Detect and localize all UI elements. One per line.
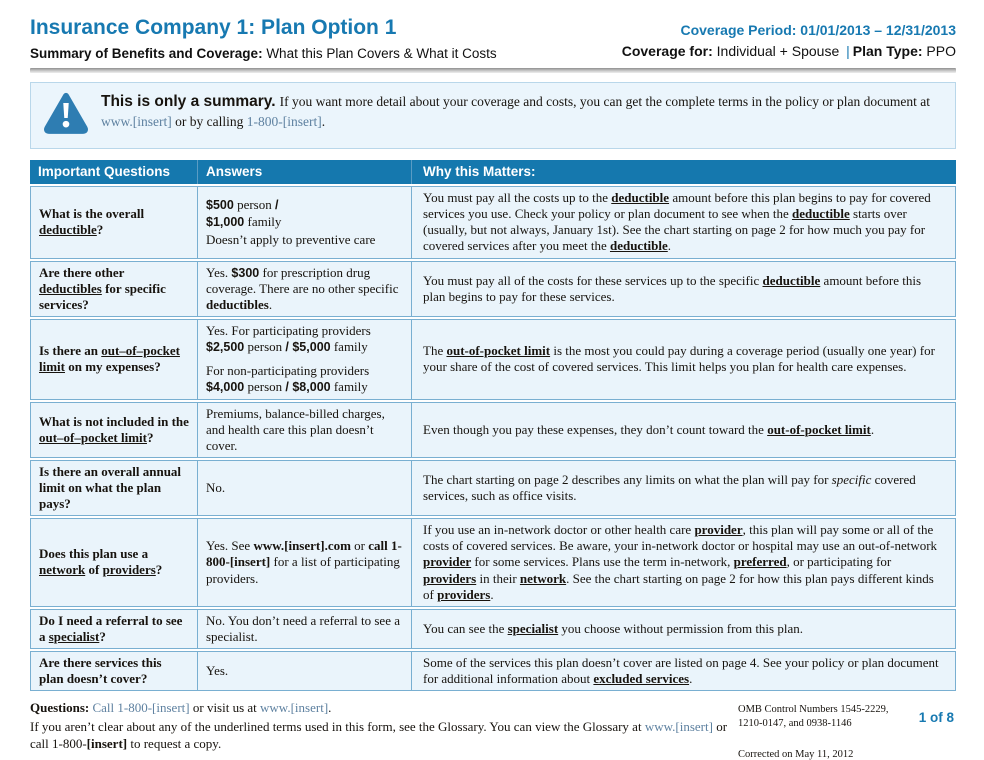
header-left [30, 12, 497, 61]
glossary-term[interactable]: specialist [48, 628, 100, 644]
text-run: . [667, 238, 672, 254]
text-run: [insert] [86, 736, 128, 752]
omb-line-2: 1210-0147, and 0938-1146 [738, 718, 852, 730]
glossary-term[interactable]: out–of–pocket limit [39, 429, 147, 445]
text-run: in their [476, 570, 520, 586]
text-run: . [268, 297, 273, 313]
text-run: specific [831, 471, 872, 487]
column-header-answers: Answers [198, 160, 412, 184]
table-body [30, 186, 956, 691]
text-run: No. [206, 479, 226, 495]
text-run: Premiums, balance-billed charges, and health care this plan doesn’t cover. [206, 405, 385, 453]
text-run: ? [96, 222, 104, 238]
text-run: Doesn’t apply to preventive care [206, 231, 376, 247]
inline-link[interactable]: www.[insert] [101, 114, 172, 130]
question-cell [30, 518, 198, 607]
separator-pipe: | [846, 43, 850, 59]
glossary-term[interactable]: deductible [39, 222, 97, 238]
text-run: $5,000 [292, 340, 331, 355]
glossary-term[interactable]: deductible [762, 272, 821, 288]
glossary-term[interactable]: provider [694, 522, 743, 538]
text-run: Are there other [39, 264, 125, 280]
text-run: deductibles [206, 297, 269, 313]
question-cell [30, 460, 198, 516]
text-run: Is there an overall annual limit on what the plan pays? [39, 463, 182, 512]
text-run: For non-participating providers [206, 362, 370, 378]
footer-questions-text [30, 699, 730, 759]
text-run: , this plan will pay some or all of the costs of covered services. Be aware, your in-network doctor or hospital may use an out-of-network [423, 522, 938, 554]
text-run: or call 1-800- [30, 718, 728, 752]
coverage-for-value: Individual + Spouse [712, 43, 844, 59]
page-subtitle [30, 46, 497, 61]
coverage-for-label: Coverage for: [621, 43, 713, 59]
glossary-term[interactable]: network [39, 562, 86, 578]
inline-link[interactable]: 1-800-[insert] [246, 114, 322, 130]
text-run: Are there services this plan doesn’t cover? [39, 654, 162, 687]
text-run: of [85, 562, 103, 578]
why-this-matters-cell [412, 319, 956, 399]
glossary-term[interactable]: out–of–pocket limit [39, 343, 180, 375]
important-questions-table [30, 158, 956, 693]
subtitle-text: What this Plan Covers & What it Costs [262, 46, 497, 62]
text-run: or [350, 538, 369, 554]
glossary-term[interactable]: deductible [611, 190, 670, 206]
glossary-term[interactable]: providers [102, 562, 156, 578]
text-run: , or participating for [786, 554, 892, 570]
glossary-term[interactable]: network [519, 570, 567, 586]
text-run: Does this plan use a [39, 546, 149, 562]
footer-right [730, 699, 956, 759]
subtitle-label: Summary of Benefits and Coverage: [30, 46, 263, 62]
omb-line-1: OMB Control Numbers 1545-2229, [738, 704, 889, 716]
why-this-matters-cell [412, 186, 956, 258]
glossary-term[interactable]: provider [423, 554, 472, 570]
plan-type-value: PPO [922, 43, 956, 59]
question-cell [30, 319, 198, 399]
answer-cell [198, 186, 412, 258]
text-run: $1,000 [206, 215, 245, 230]
table-row [30, 261, 956, 318]
text-run: or by calling [171, 114, 247, 130]
text-run: What is not included in the [39, 413, 189, 429]
glossary-term[interactable]: deductible [609, 238, 668, 254]
text-run: . [870, 421, 875, 437]
why-this-matters-cell [412, 609, 956, 649]
plan-type-label: Plan Type: [852, 43, 923, 59]
table-row [30, 319, 956, 399]
inline-link[interactable]: www.[insert] [260, 700, 329, 716]
glossary-term[interactable]: providers [437, 586, 491, 602]
glossary-term[interactable]: deductibles [39, 280, 102, 296]
callout-lead: This is only a summary. [101, 93, 276, 111]
text-run: Questions: [30, 700, 93, 716]
why-this-matters-cell [412, 402, 956, 458]
text-run: you choose without permission from this plan. [558, 620, 803, 636]
answer-cell [198, 460, 412, 516]
text-run: Some of the services this plan doesn’t cover are listed on page 4. See your policy or plan document for additional information about [423, 654, 939, 687]
text-run: You can see the [423, 620, 508, 636]
inline-link[interactable]: Call 1-800-[insert] [92, 700, 190, 716]
text-run: www.[insert].com [253, 538, 351, 554]
text-run: No. You don’t need a referral to see a specialist. [206, 612, 400, 644]
text-run: Is there an [39, 343, 102, 359]
text-run: . [321, 114, 326, 130]
text-run: person [233, 196, 275, 212]
text-run: family [244, 214, 282, 230]
glossary-term[interactable]: providers [423, 570, 477, 586]
text-run: family [330, 379, 368, 395]
document-footer [30, 699, 956, 759]
text-run: ? [99, 628, 106, 644]
text-run: call 1-800-[insert] [206, 538, 402, 570]
text-run: / [285, 380, 293, 395]
text-run: Yes. See [206, 538, 254, 554]
text-run: You must pay all of the costs for these services up to the specific [423, 272, 763, 288]
text-run: or visit us at [189, 700, 261, 716]
answer-cell [198, 609, 412, 649]
text-run: $300 [231, 265, 260, 280]
table-row [30, 460, 956, 516]
text-run: ? [155, 562, 163, 578]
answer-cell [198, 651, 412, 691]
answer-cell [198, 402, 412, 458]
answer-cell [198, 518, 412, 607]
glossary-term[interactable]: preferred [733, 554, 787, 570]
text-run: . [689, 671, 693, 687]
text-run: $4,000 [206, 380, 245, 395]
text-run: Even though you pay these expenses, they don’t count toward the [423, 421, 768, 437]
glossary-term[interactable]: deductible [791, 206, 850, 222]
text-run: $8,000 [292, 380, 331, 395]
text-run: Do I need a referral to see a [39, 612, 183, 644]
question-cell [30, 402, 198, 458]
text-run: to request a copy. [127, 736, 222, 752]
text-run: . See the chart starting on page 2 for how this plan pays different kinds of [423, 570, 934, 602]
inline-link[interactable]: www.[insert] [644, 718, 713, 734]
text-run: $2,500 [206, 340, 245, 355]
text-run: Yes. [206, 662, 229, 678]
table-row [30, 402, 956, 458]
text-run: Yes. [206, 264, 232, 280]
text-run: person [244, 339, 286, 355]
paragraph-gap [206, 356, 403, 363]
question-cell [30, 186, 198, 258]
why-this-matters-cell [412, 460, 956, 516]
text-run: If you want more detail about your coverage and costs, you can get the complete terms in the policy or plan document at [279, 94, 931, 110]
text-run: amount before this plan begins to pay for these services. [423, 272, 922, 304]
glossary-term[interactable]: out-of-pocket limit [767, 421, 871, 437]
text-run: for specific services? [39, 280, 166, 312]
text-run: If you use an in-network doctor or other health care [423, 522, 695, 538]
header-divider [30, 68, 956, 73]
text-run: on my expenses? [65, 359, 161, 375]
glossary-term[interactable]: excluded services [593, 671, 690, 687]
text-run: for a list of participating providers. [206, 554, 400, 586]
text-run: . [328, 700, 332, 716]
question-cell [30, 609, 198, 649]
text-run: $500 [206, 197, 234, 212]
text-run: person [244, 379, 286, 395]
text-run: The chart starting on page 2 describes any limits on what the plan will pay for [423, 471, 832, 487]
glossary-term[interactable]: out-of-pocket limit [446, 343, 551, 359]
text-run: If you aren’t clear about any of the underlined terms used in this form, see the Glossary. You can view the Glossary at [30, 718, 645, 734]
callout-text [101, 91, 945, 131]
text-run: / [274, 197, 279, 212]
text-run: Yes. For participating providers [206, 323, 371, 339]
column-header-why-this-matters: Why this Matters: [412, 160, 956, 184]
answer-cell [198, 319, 412, 399]
text-run: for prescription drug coverage. There are no other specific [206, 264, 399, 297]
corrected-date: Corrected on May 11, 2012 [738, 748, 854, 760]
text-run: / [285, 340, 293, 355]
text-run: is the most you could pay during a coverage period (usually one year) for your share of the cost of covered services. This limit helps you plan for health care expenses. [423, 343, 935, 375]
text-run: ? [146, 429, 154, 445]
text-run: You must pay all the costs up to the [423, 190, 612, 206]
text-run: starts over (usually, but not always, January 1st). See the chart starting on page 2 for how much you pay for covered services after you meet the [423, 206, 926, 254]
glossary-term[interactable]: specialist [507, 620, 559, 636]
page-title: Insurance Company 1: Plan Option 1 [30, 16, 397, 39]
table-row [30, 186, 956, 258]
table-head [30, 160, 956, 184]
text-run: amount before this plan begins to pay for covered services you use. Check your policy or plan document to see when the [423, 190, 931, 222]
text-run: family [330, 339, 368, 355]
question-cell [30, 261, 198, 318]
table-row [30, 609, 956, 649]
text-run: What is the overall [39, 206, 145, 222]
text-run: . [490, 586, 494, 602]
question-cell [30, 651, 198, 691]
table-row [30, 518, 956, 607]
omb-control-numbers [738, 703, 896, 731]
text-run: covered services, such as office visits. [423, 471, 916, 503]
table-header-row [30, 160, 956, 184]
why-this-matters-cell [412, 651, 956, 691]
header-right [622, 12, 956, 59]
answer-cell [198, 261, 412, 318]
page-indicator: 1 of 8 [918, 709, 954, 725]
summary-callout [30, 82, 956, 149]
document-header [30, 12, 956, 61]
coverage-period: Coverage Period: 01/01/2013 – 12/31/2013 [680, 22, 956, 38]
why-this-matters-cell [412, 518, 956, 607]
table-row [30, 651, 956, 691]
column-header-important-questions: Important Questions [30, 160, 198, 184]
coverage-for-line [622, 43, 956, 59]
text-run: The [423, 343, 447, 359]
text-run: for some services. Plans use the term in-network, [471, 554, 734, 570]
warning-triangle-icon [43, 92, 89, 139]
why-this-matters-cell [412, 261, 956, 318]
